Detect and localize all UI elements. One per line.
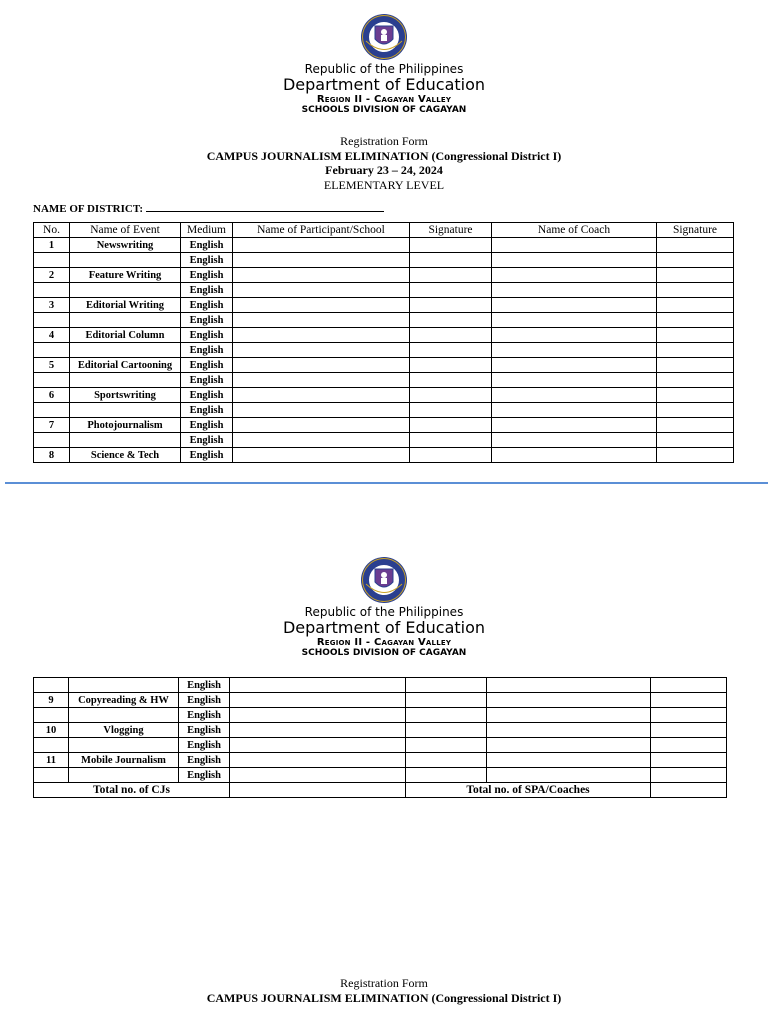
coach-signature-cell[interactable] bbox=[657, 328, 734, 343]
event-name-cell bbox=[70, 403, 181, 418]
event-number-cell bbox=[34, 678, 69, 693]
page2-header bbox=[0, 555, 768, 658]
coach-name-cell[interactable] bbox=[492, 403, 657, 418]
participant-school-cell[interactable] bbox=[230, 678, 406, 693]
participant-school-cell[interactable] bbox=[233, 253, 410, 268]
col-coach-signature: Signature bbox=[657, 223, 734, 238]
total-coaches-value[interactable] bbox=[651, 783, 727, 798]
participant-school-cell[interactable] bbox=[233, 388, 410, 403]
medium-cell: English bbox=[181, 298, 233, 313]
table-body-page1 bbox=[34, 238, 734, 463]
event-number-cell bbox=[34, 708, 69, 723]
medium-cell: English bbox=[181, 373, 233, 388]
participant-signature-cell[interactable] bbox=[410, 238, 492, 253]
table-body-page2 bbox=[34, 678, 727, 783]
form-title-block-page3 bbox=[0, 976, 768, 1005]
col-participant: Name of Participant/School bbox=[233, 223, 410, 238]
coach-name-cell[interactable] bbox=[492, 388, 657, 403]
table-row bbox=[34, 313, 734, 328]
event-name-cell: Editorial Writing bbox=[70, 298, 181, 313]
table-row bbox=[34, 738, 727, 753]
total-cjs-value[interactable] bbox=[230, 783, 406, 798]
table-row bbox=[34, 358, 734, 373]
event-name-cell bbox=[69, 708, 179, 723]
coach-name-cell[interactable] bbox=[487, 738, 651, 753]
event-name-cell bbox=[70, 343, 181, 358]
participant-school-cell[interactable] bbox=[233, 298, 410, 313]
participant-school-cell[interactable] bbox=[233, 403, 410, 418]
participant-school-cell[interactable] bbox=[233, 373, 410, 388]
event-number-cell: 1 bbox=[34, 238, 70, 253]
participant-school-cell[interactable] bbox=[230, 738, 406, 753]
event-name-cell: Newswriting bbox=[70, 238, 181, 253]
event-name-cell: Editorial Cartooning bbox=[70, 358, 181, 373]
medium-cell: English bbox=[181, 313, 233, 328]
table-row bbox=[34, 238, 734, 253]
col-event: Name of Event bbox=[70, 223, 181, 238]
coach-signature-cell[interactable] bbox=[657, 388, 734, 403]
participant-signature-cell[interactable] bbox=[410, 358, 492, 373]
event-number-cell bbox=[34, 373, 70, 388]
participant-signature-cell[interactable] bbox=[410, 388, 492, 403]
event-number-cell: 6 bbox=[34, 388, 70, 403]
coach-signature-cell[interactable] bbox=[657, 418, 734, 433]
participant-signature-cell[interactable] bbox=[406, 693, 487, 708]
event-number-cell bbox=[34, 343, 70, 358]
participant-school-cell[interactable] bbox=[233, 448, 410, 463]
coach-signature-cell[interactable] bbox=[657, 238, 734, 253]
coach-name-cell[interactable] bbox=[492, 283, 657, 298]
coach-signature-cell[interactable] bbox=[657, 358, 734, 373]
coach-signature-cell[interactable] bbox=[657, 268, 734, 283]
participant-school-cell[interactable] bbox=[230, 693, 406, 708]
medium-cell: English bbox=[181, 448, 233, 463]
medium-cell: English bbox=[181, 388, 233, 403]
event-name-cell: Sportswriting bbox=[70, 388, 181, 403]
table-row bbox=[34, 448, 734, 463]
medium-cell: English bbox=[179, 693, 230, 708]
table-row bbox=[34, 283, 734, 298]
event-number-cell bbox=[34, 403, 70, 418]
event-name-cell bbox=[69, 738, 179, 753]
coach-signature-cell[interactable] bbox=[651, 708, 727, 723]
col-medium: Medium bbox=[181, 223, 233, 238]
participant-signature-cell[interactable] bbox=[406, 723, 487, 738]
event-number-cell bbox=[34, 313, 70, 328]
coach-signature-cell[interactable] bbox=[651, 693, 727, 708]
coach-signature-cell[interactable] bbox=[657, 403, 734, 418]
medium-cell: English bbox=[179, 753, 230, 768]
coach-signature-cell[interactable] bbox=[657, 253, 734, 268]
participant-signature-cell[interactable] bbox=[410, 418, 492, 433]
event-name-cell: Vlogging bbox=[69, 723, 179, 738]
region-text: Region II - Cagayan Valley bbox=[316, 94, 452, 105]
coach-name-cell[interactable] bbox=[492, 313, 657, 328]
district-field[interactable] bbox=[33, 201, 384, 215]
col-signature: Signature bbox=[410, 223, 492, 238]
event-name-cell: Editorial Column bbox=[70, 328, 181, 343]
table-row bbox=[34, 343, 734, 358]
event-number-cell: 8 bbox=[34, 448, 70, 463]
deped-seal-icon bbox=[353, 555, 415, 605]
coach-name-cell[interactable] bbox=[492, 238, 657, 253]
event-name-cell bbox=[69, 768, 179, 783]
event-name-cell bbox=[70, 253, 181, 268]
division-text: SCHOOLS DIVISION OF CAGAYAN bbox=[301, 105, 467, 115]
event-name-cell bbox=[70, 313, 181, 328]
republic-text: Republic of the Philippines bbox=[304, 62, 464, 76]
coach-name-cell[interactable] bbox=[492, 418, 657, 433]
event-number-cell: 11 bbox=[34, 753, 69, 768]
participant-signature-cell[interactable] bbox=[410, 328, 492, 343]
department-title: Department of Education bbox=[282, 75, 486, 94]
total-cjs-label: Total no. of CJs bbox=[34, 783, 230, 798]
medium-cell: English bbox=[179, 708, 230, 723]
participant-signature-cell[interactable] bbox=[406, 708, 487, 723]
medium-cell: English bbox=[179, 678, 230, 693]
coach-signature-cell[interactable] bbox=[651, 768, 727, 783]
participant-signature-cell[interactable] bbox=[410, 343, 492, 358]
form-title: Registration Form bbox=[340, 976, 428, 990]
participant-school-cell[interactable] bbox=[233, 418, 410, 433]
republic-text: Republic of the Philippines bbox=[304, 605, 464, 619]
medium-cell: English bbox=[181, 238, 233, 253]
form-dates: February 23 – 24, 2024 bbox=[325, 163, 443, 177]
coach-signature-cell[interactable] bbox=[657, 433, 734, 448]
event-number-cell: 3 bbox=[34, 298, 70, 313]
event-name-cell: Science & Tech bbox=[70, 448, 181, 463]
event-name-cell bbox=[70, 373, 181, 388]
table-row bbox=[34, 328, 734, 343]
participant-signature-cell[interactable] bbox=[410, 313, 492, 328]
participant-signature-cell[interactable] bbox=[410, 433, 492, 448]
participant-school-cell[interactable] bbox=[233, 313, 410, 328]
medium-cell: English bbox=[181, 403, 233, 418]
coach-signature-cell[interactable] bbox=[657, 373, 734, 388]
participant-school-cell[interactable] bbox=[233, 283, 410, 298]
col-coach: Name of Coach bbox=[492, 223, 657, 238]
coach-name-cell[interactable] bbox=[492, 343, 657, 358]
medium-cell: English bbox=[181, 253, 233, 268]
division-text: SCHOOLS DIVISION OF CAGAYAN bbox=[301, 648, 467, 658]
participant-signature-cell[interactable] bbox=[410, 373, 492, 388]
coach-name-cell[interactable] bbox=[487, 723, 651, 738]
form-title-block bbox=[0, 134, 768, 192]
event-number-cell: 7 bbox=[34, 418, 70, 433]
participant-signature-cell[interactable] bbox=[406, 768, 487, 783]
table-row bbox=[34, 388, 734, 403]
participant-signature-cell[interactable] bbox=[410, 298, 492, 313]
event-number-cell bbox=[34, 283, 70, 298]
table-header-row bbox=[34, 223, 734, 238]
event-name-cell bbox=[70, 283, 181, 298]
medium-cell: English bbox=[179, 738, 230, 753]
registration-table-page2 bbox=[33, 677, 727, 798]
medium-cell: English bbox=[181, 283, 233, 298]
participant-school-cell[interactable] bbox=[233, 268, 410, 283]
table-row bbox=[34, 723, 727, 738]
event-name-cell: Copyreading & HW bbox=[69, 693, 179, 708]
coach-signature-cell[interactable] bbox=[651, 753, 727, 768]
coach-signature-cell[interactable] bbox=[657, 283, 734, 298]
medium-cell: English bbox=[181, 358, 233, 373]
coach-name-cell[interactable] bbox=[492, 373, 657, 388]
table-row bbox=[34, 433, 734, 448]
department-title: Department of Education bbox=[282, 618, 486, 637]
table-row bbox=[34, 753, 727, 768]
coach-signature-cell[interactable] bbox=[657, 448, 734, 463]
coach-signature-cell[interactable] bbox=[651, 738, 727, 753]
coach-name-cell[interactable] bbox=[492, 448, 657, 463]
participant-school-cell[interactable] bbox=[233, 328, 410, 343]
participant-signature-cell[interactable] bbox=[410, 283, 492, 298]
table-row bbox=[34, 693, 727, 708]
registration-table-page1 bbox=[33, 222, 734, 463]
coach-signature-cell[interactable] bbox=[657, 298, 734, 313]
medium-cell: English bbox=[181, 433, 233, 448]
participant-school-cell[interactable] bbox=[230, 708, 406, 723]
medium-cell: English bbox=[181, 343, 233, 358]
coach-name-cell[interactable] bbox=[492, 433, 657, 448]
participant-school-cell[interactable] bbox=[233, 433, 410, 448]
event-name-cell bbox=[70, 433, 181, 448]
event-number-cell: 4 bbox=[34, 328, 70, 343]
coach-name-cell[interactable] bbox=[492, 298, 657, 313]
event-number-cell: 2 bbox=[34, 268, 70, 283]
coach-name-cell[interactable] bbox=[487, 768, 651, 783]
page1-header bbox=[0, 12, 768, 115]
deped-seal-icon bbox=[353, 12, 415, 62]
participant-school-cell[interactable] bbox=[230, 768, 406, 783]
table-row bbox=[34, 403, 734, 418]
participant-school-cell[interactable] bbox=[233, 343, 410, 358]
table-row bbox=[34, 678, 727, 693]
form-level: ELEMENTARY LEVEL bbox=[323, 177, 445, 192]
event-name-cell bbox=[69, 678, 179, 693]
participant-signature-cell[interactable] bbox=[406, 753, 487, 768]
table-row bbox=[34, 768, 727, 783]
participant-school-cell[interactable] bbox=[230, 753, 406, 768]
coach-signature-cell[interactable] bbox=[651, 678, 727, 693]
coach-name-cell[interactable] bbox=[487, 678, 651, 693]
medium-cell: English bbox=[181, 268, 233, 283]
participant-school-cell[interactable] bbox=[230, 723, 406, 738]
event-number-cell: 5 bbox=[34, 358, 70, 373]
table-row bbox=[34, 708, 727, 723]
col-no: No. bbox=[34, 223, 70, 238]
participant-signature-cell[interactable] bbox=[410, 268, 492, 283]
participant-school-cell[interactable] bbox=[233, 358, 410, 373]
coach-signature-cell[interactable] bbox=[657, 343, 734, 358]
event-number-cell: 10 bbox=[34, 723, 69, 738]
event-number-cell bbox=[34, 253, 70, 268]
district-blank-line[interactable] bbox=[146, 201, 384, 212]
participant-signature-cell[interactable] bbox=[410, 403, 492, 418]
coach-name-cell[interactable] bbox=[492, 358, 657, 373]
coach-name-cell[interactable] bbox=[492, 268, 657, 283]
coach-name-cell[interactable] bbox=[487, 753, 651, 768]
coach-name-cell[interactable] bbox=[492, 253, 657, 268]
form-title: Registration Form bbox=[340, 134, 428, 148]
event-name-cell: Mobile Journalism bbox=[69, 753, 179, 768]
coach-name-cell[interactable] bbox=[487, 708, 651, 723]
medium-cell: English bbox=[181, 328, 233, 343]
table-row bbox=[34, 373, 734, 388]
medium-cell: English bbox=[179, 768, 230, 783]
total-coaches-label: Total no. of SPA/Coaches bbox=[406, 783, 651, 798]
form-event: CAMPUS JOURNALISM ELIMINATION (Congressional District I) bbox=[206, 990, 562, 1005]
participant-signature-cell[interactable] bbox=[406, 678, 487, 693]
form-event: CAMPUS JOURNALISM ELIMINATION (Congressional District I) bbox=[206, 148, 562, 163]
participant-signature-cell[interactable] bbox=[410, 448, 492, 463]
region-text: Region II - Cagayan Valley bbox=[316, 637, 452, 648]
page-break-divider bbox=[5, 482, 768, 484]
table-row bbox=[34, 268, 734, 283]
medium-cell: English bbox=[181, 418, 233, 433]
coach-signature-cell[interactable] bbox=[651, 723, 727, 738]
coach-name-cell[interactable] bbox=[492, 328, 657, 343]
event-name-cell: Feature Writing bbox=[70, 268, 181, 283]
coach-name-cell[interactable] bbox=[487, 693, 651, 708]
event-number-cell bbox=[34, 768, 69, 783]
participant-signature-cell[interactable] bbox=[406, 738, 487, 753]
table-row bbox=[34, 418, 734, 433]
district-label: NAME OF DISTRICT: bbox=[33, 203, 144, 215]
table-row bbox=[34, 253, 734, 268]
table-row bbox=[34, 298, 734, 313]
participant-signature-cell[interactable] bbox=[410, 253, 492, 268]
event-name-cell: Photojournalism bbox=[70, 418, 181, 433]
medium-cell: English bbox=[179, 723, 230, 738]
participant-school-cell[interactable] bbox=[233, 238, 410, 253]
event-number-cell bbox=[34, 738, 69, 753]
totals-row bbox=[34, 783, 727, 798]
event-number-cell: 9 bbox=[34, 693, 69, 708]
coach-signature-cell[interactable] bbox=[657, 313, 734, 328]
event-number-cell bbox=[34, 433, 70, 448]
